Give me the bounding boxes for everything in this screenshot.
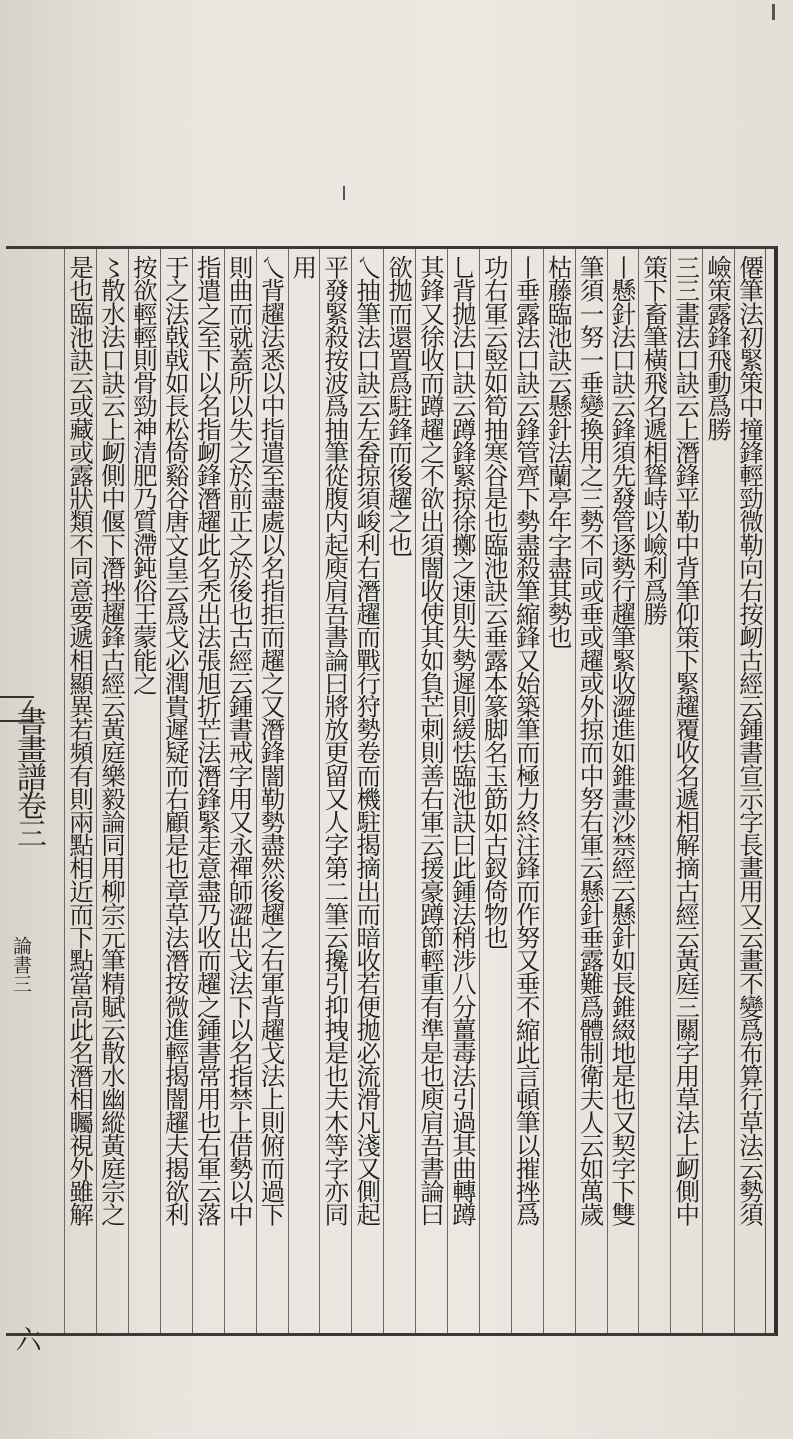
column-rule <box>192 249 193 1333</box>
text-column: 欲拋而還置爲駐鋒而後趯之也 <box>385 255 415 556</box>
text-column: 三三畫法口訣云上潛鋒平勒中背筆仰策下緊趯覆收名遞相解摘古經云黃庭三關字用草法上衂側中 <box>672 255 702 1226</box>
column-rule <box>319 249 320 1333</box>
column-rule <box>288 249 289 1333</box>
column-rule <box>734 249 735 1333</box>
section-label: 論書三 <box>10 936 32 993</box>
frame-inner-rule <box>765 249 766 1333</box>
text-column: 則曲而就蓋所以失之於前正之於後也古經云鍾書戒字用又永禪師澀出戈法下以名指禁上借勢以中 <box>225 255 255 1226</box>
column-rule <box>638 249 639 1333</box>
text-column: 按欲輕輕則骨勁神清肥乃質滯鈍俗王蒙能之 <box>129 255 159 694</box>
column-rule <box>511 249 512 1333</box>
column-rule <box>479 249 480 1333</box>
text-frame <box>6 246 778 1336</box>
column-rule <box>575 249 576 1333</box>
text-column: 其鋒又徐收而蹲趯之不欲出須闇收使其如負芒刺則善右軍云援豪蹲節輕重有準是也庾肩吾書論曰 <box>416 255 446 1226</box>
text-column: 乀背趯法悉以中指遣至盡處以名指拒而趯之又潛鋒闇勒勢盡然後趯之右軍背趯戈法上則俯而過下 <box>257 255 287 1226</box>
column-rule <box>702 249 703 1333</box>
column-rule <box>607 249 608 1333</box>
running-title: 書畫譜卷三 <box>11 706 46 846</box>
text-column: 枯藤臨池訣云懸針法蘭亭年字盡其勢也 <box>544 255 574 648</box>
column-rule <box>447 249 448 1333</box>
column-rule <box>160 249 161 1333</box>
text-column: 僊筆法初緊策中撞鋒輕勁微勒向右按衂古經云鍾書宣示字長畫用又云畫不變爲布算行草法云勢須 <box>735 255 765 1226</box>
column-rule <box>64 249 65 1333</box>
text-column: 〻散水法口訣云上衂側中偃下潛挫趯鋒古經云黃庭樂毅論同用柳宗元筆精賦云散水幽縱黃庭宗之 <box>97 255 127 1226</box>
text-column: 功右軍云竪如筍抽寒谷是也臨池訣云垂露本篆脚名玉筯如古釵倚物也 <box>480 255 510 949</box>
text-column: 乀抽筆法口訣云左畚掠須峻利右潛趯而戰行狩勢卷而機駐揭摘出而暗收若便拋必流滑凡淺又側起 <box>353 255 383 1226</box>
text-column: 平發緊殺按波爲抽筆從腹内起庾肩吾書論曰將放更留又人字第二筆云攙引抑拽是也夫木等字亦同 <box>321 255 351 1226</box>
column-rule <box>128 249 129 1333</box>
text-column: 乚背拋法口訣云蹲鋒緊掠徐擲之速則失勢遲則緩怯臨池訣曰此鍾法稍涉八分薑毒法引過其曲轉蹲 <box>448 255 478 1226</box>
text-column: 是也臨池訣云或藏或露狀類不同意要遞相顯異若頻有則兩點相近而下點當高此名潛相矚視外雖解 <box>66 255 96 1226</box>
column-rule <box>351 249 352 1333</box>
text-column: 指遣之至下以名指衂鋒潛趯此名禿出法張旭折芒法潛鋒緊走意盡乃收而趯之鍾書常用也右軍云落 <box>193 255 223 1226</box>
column-rule <box>224 249 225 1333</box>
column-rule <box>96 249 97 1333</box>
column-rule <box>415 249 416 1333</box>
ink-speck <box>343 186 345 200</box>
column-rule <box>383 249 384 1333</box>
text-column: 丨垂露法口訣云鋒管齊下勢盡殺筆縮鋒又始築筆而極力終注鋒而作努又垂不縮此言頓筆以摧挫爲 <box>512 255 542 1226</box>
column-rule <box>256 249 257 1333</box>
text-column: 筆須一努一垂變換用之三勢不同或垂或趯或外掠而中努右軍云懸針垂露難爲體制衛夫人云如萬歲 <box>576 255 606 1226</box>
text-column: 丨懸針法口訣云鋒須先發管逐勢行趯筆緊收澀進如錐畫沙禁經云懸針如長錐綴地是也又契字下雙 <box>608 255 638 1226</box>
column-rule <box>670 249 671 1333</box>
ink-speck <box>772 4 775 20</box>
text-column: 策下畜筆橫飛名遞相聳峙以嶮利爲勝 <box>640 255 670 625</box>
leaf-number: 六 <box>11 1326 41 1352</box>
column-rule <box>543 249 544 1333</box>
text-column: 于之法戟戟如長松倚谿谷唐文皇云爲戈必潤貴遲疑而右顧是也章草法潛按微進輕揭闇趯夫揭欲利 <box>161 255 191 1226</box>
blank-upper-margin <box>0 0 793 245</box>
text-column: 用 <box>289 255 319 279</box>
text-column: 嶮策露鋒飛動爲勝 <box>704 255 734 440</box>
